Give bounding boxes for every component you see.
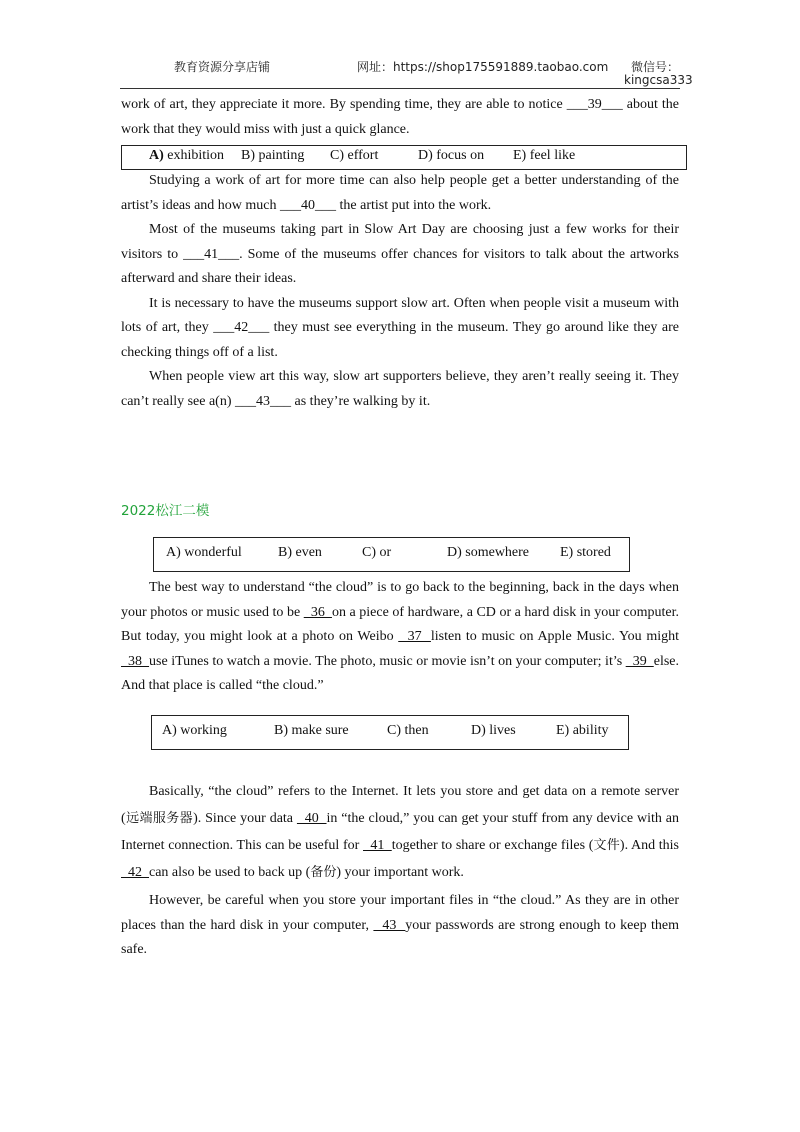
blank-39: ___39___: [566, 97, 623, 112]
passage1-paragraph-3: Most of the museums taking part in Slow Art Day are choosing just a few works for their visitors to ___41___. Some of the museums offer chances for visitors to talk about the artworks afterward and share their ideas.: [121, 222, 679, 286]
option-a: A) exhibition: [149, 148, 225, 163]
blank-38: 38: [121, 653, 150, 669]
word-bank-1: [121, 145, 687, 170]
section2-paragraph-3: However, be careful when you store your important files in “the cloud.” As they are in other places than the hard disk in your computer, 43 your passwords are strong enough to keep them safe.: [121, 893, 680, 957]
section-heading: 2022松江二模: [121, 503, 210, 519]
option-b: B) make sure: [274, 723, 349, 738]
blank-43: 43: [373, 917, 406, 933]
blank-40: 40: [296, 811, 327, 826]
option-d: D) somewhere: [447, 545, 530, 560]
wechat-id: kingcsa333: [624, 73, 693, 87]
option-c: C) effort: [330, 148, 379, 163]
shop-name: 教育资源分享店铺: [174, 60, 271, 74]
passage1-body: [121, 169, 679, 414]
blank-40: ___40___: [280, 197, 337, 213]
blank-37: 37: [398, 629, 431, 644]
blank-41: 41: [363, 838, 392, 853]
section2-body: [121, 778, 679, 963]
blank-39: 39: [625, 653, 654, 669]
word-bank-2: [153, 537, 630, 572]
blank-42: ___42___: [213, 320, 270, 335]
section2-paragraph-2: Basically, “the cloud” refers to the Internet. It lets you store and get data on a remote server (远端服务器). Since your data 40 in “the cloud,” you can get your stuff from any device with an Internet connection. This can be useful for 41 together to share or exchange files (文件). And this 42 can also be used to back up (备份) your important work.: [121, 784, 679, 880]
option-d: D) focus on: [418, 148, 485, 163]
wechat-label: 微信号：: [631, 60, 680, 74]
passage1-paragraph-4: It is necessary to have the museums support slow art. Often when people visit a museum with lots of art, they ___42___ they must see everything in the museum. They go around like they are checking things off of a list.: [121, 295, 679, 360]
blank-43: ___43___: [235, 393, 292, 409]
option-d: D) lives: [471, 723, 516, 738]
blank-36: 36: [303, 604, 332, 620]
passage1-paragraph-1: work of art, they appreciate it more. By spending time, they are able to notice ___39___ about the work that they would miss with just a quick glance.: [121, 97, 679, 137]
option-e: E) feel like: [513, 148, 576, 163]
option-b: B) even: [278, 545, 322, 560]
option-e: E) stored: [560, 545, 611, 560]
shop-url: 网址：https://shop175591889.taobao.com: [357, 60, 609, 74]
option-e: E) ability: [556, 723, 609, 738]
option-a: A) wonderful: [166, 545, 242, 560]
section2-paragraph-1: The best way to understand “the cloud” is to go back to the beginning, back in the days when your photos or music used to be 36 on a piece of hardware, a CD or a hard disk in your computer. But today, you might look at a photo on Weibo 37 listen to music on Apple Music. You might 38 use iTunes to watch a movie. The photo, music or movie isn’t on your computer; it’s 39 else. And that place is called “the cloud.”: [121, 580, 680, 693]
passage1-paragraph-5: When people view art this way, slow art supporters believe, they aren’t really seeing it. They can’t really see a(n) ___43___ as they’re walking by it.: [121, 369, 679, 409]
page-header: [0, 0, 800, 92]
option-b: B) painting: [241, 148, 305, 163]
passage1-paragraph-2: Studying a work of art for more time can also help people get a better understanding of the artist’s ideas and how much ___40___ the artist put into the work.: [121, 173, 679, 213]
blank-42: 42: [121, 865, 149, 880]
option-c: C) then: [387, 723, 429, 738]
option-c: C) or: [362, 545, 392, 560]
word-bank-3: [151, 715, 629, 750]
header-divider: [120, 88, 680, 89]
option-a: A) working: [162, 723, 227, 738]
blank-41: ___41___: [183, 246, 240, 262]
